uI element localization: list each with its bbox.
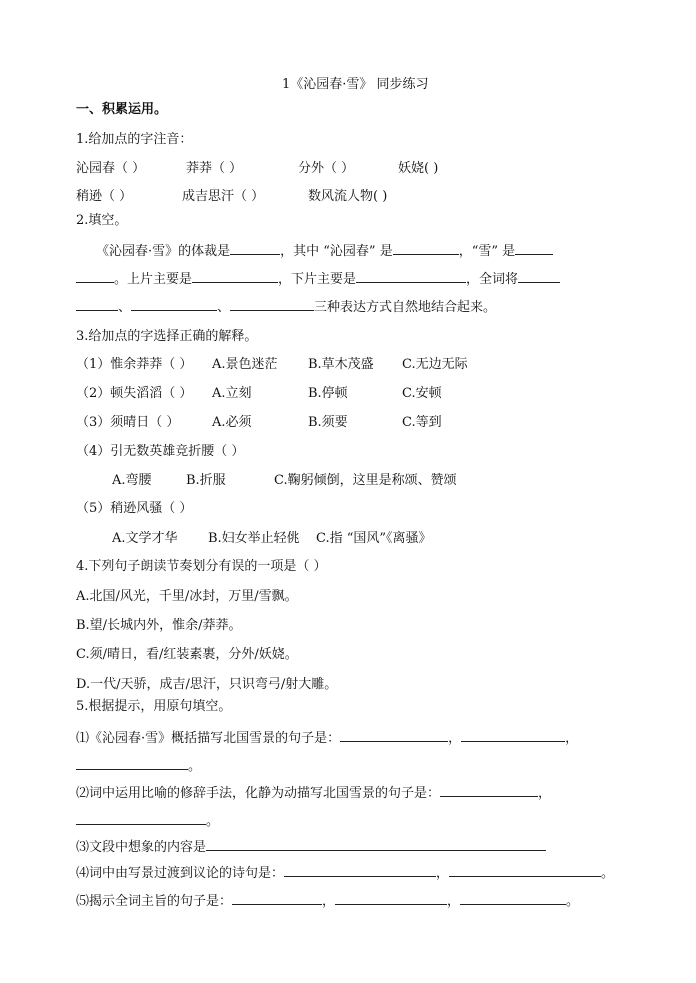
answer-blank[interactable] bbox=[461, 727, 565, 742]
q2-text: ，“雪” 是 bbox=[458, 244, 516, 259]
q5-continuation bbox=[76, 810, 219, 831]
q4-option: C.须/晴日，看/红装素裹，分外/妖娆。 bbox=[76, 647, 298, 662]
section-heading: 一、积累运用。 bbox=[76, 102, 168, 117]
answer-blank[interactable] bbox=[460, 890, 566, 905]
answer-blank[interactable] bbox=[230, 296, 314, 311]
q3-question: （1）惟余莽莽（ ） bbox=[76, 357, 193, 372]
q2-text: 。上片主要是 bbox=[114, 272, 193, 287]
option-a: A.立刻 bbox=[212, 386, 252, 401]
q5-text: ⑴《沁园春·雪》概括描写北国雪景的句子是： bbox=[76, 731, 341, 746]
option-c: C.等到 bbox=[402, 415, 442, 430]
option-a: A.必须 bbox=[212, 415, 252, 430]
q5-continuation bbox=[76, 755, 201, 776]
answer-blank[interactable] bbox=[206, 836, 546, 851]
q3-item bbox=[76, 356, 468, 374]
q5-prompt: 5.根据提示，用原句填空。 bbox=[76, 699, 232, 714]
q5-text: ⑷词中由写景过渡到议论的诗句是： bbox=[76, 866, 285, 881]
option-c: C.指 “国风”《离骚》 bbox=[316, 531, 432, 546]
q4-option: D.一代/天骄，成吉/思汗，只识弯弓/射大雕。 bbox=[76, 677, 338, 692]
q5-text: ⑶文段中想象的内容是 bbox=[76, 840, 207, 855]
answer-blank[interactable] bbox=[440, 782, 538, 797]
q5-period: 。 bbox=[188, 759, 202, 774]
option-b: B.妇女举止轻佻 bbox=[208, 531, 300, 546]
q5-sentence bbox=[76, 862, 614, 883]
q5-comma: ， bbox=[436, 866, 450, 881]
q4-prompt: 4.下列句子朗读节奏划分有误的一项是（ ） bbox=[76, 559, 327, 574]
q5-period: 。 bbox=[601, 866, 615, 881]
q1-item: 成吉思汗（ ） bbox=[182, 189, 265, 204]
answer-blank[interactable] bbox=[449, 862, 601, 877]
answer-blank[interactable] bbox=[76, 268, 114, 283]
q4-option: A.北国/风光，千里/冰封，万里/雪飘。 bbox=[76, 589, 298, 604]
q3-item bbox=[76, 385, 442, 403]
q1-row1 bbox=[76, 160, 438, 178]
q1-prompt: 1.给加点的字注音： bbox=[76, 132, 193, 147]
answer-blank[interactable] bbox=[518, 268, 560, 283]
answer-blank[interactable] bbox=[76, 810, 206, 825]
q5-sentence bbox=[76, 782, 551, 803]
q3-prompt: 3.给加点的字选择正确的解释。 bbox=[76, 329, 258, 344]
option-b: B.停顿 bbox=[308, 386, 348, 401]
q1-item: 莽莽（ ） bbox=[186, 161, 243, 176]
q1-item: 稍逊（ ） bbox=[76, 189, 133, 204]
q2-text: ，其中 “沁园春” 是 bbox=[280, 244, 393, 259]
q5-comma: ， bbox=[565, 731, 579, 746]
q5-period: 。 bbox=[206, 814, 220, 829]
q1-item: 妖娆( ) bbox=[398, 161, 439, 176]
q5-sentence bbox=[76, 890, 579, 911]
option-c: C.无边无际 bbox=[402, 357, 468, 372]
answer-blank[interactable] bbox=[356, 268, 466, 283]
q3-options bbox=[112, 472, 457, 490]
q1-item: 分外（ ） bbox=[298, 161, 355, 176]
page-title: 1《沁园春·雪》 同步练习 bbox=[282, 77, 429, 92]
option-b: B.草木茂盛 bbox=[308, 357, 374, 372]
option-a: A.弯腰 bbox=[112, 473, 152, 488]
q2-text: 三种表达方式自然地结合起来。 bbox=[314, 300, 497, 315]
q2-line2 bbox=[76, 268, 560, 289]
q3-question: （5）稍逊风骚（ ） bbox=[76, 501, 193, 516]
option-c: C.鞠躬倾倒，这里是称颂、赞颂 bbox=[274, 473, 457, 488]
option-b: B.须要 bbox=[308, 415, 348, 430]
q2-text: 、 bbox=[217, 300, 231, 315]
q2-text: 、 bbox=[118, 300, 132, 315]
answer-blank[interactable] bbox=[393, 240, 459, 255]
q1-item: 沁园春（ ） bbox=[76, 161, 146, 176]
q5-comma: ， bbox=[538, 786, 552, 801]
q3-options bbox=[112, 530, 432, 548]
answer-blank[interactable] bbox=[284, 862, 436, 877]
q2-text: ，下片主要是 bbox=[278, 272, 357, 287]
q2-line1 bbox=[96, 240, 553, 261]
q3-question: （2）顿失滔滔（ ） bbox=[76, 386, 193, 401]
q5-text: ⑵词中运用比喻的修辞手法，化静为动描写北国雪景的句子是： bbox=[76, 786, 441, 801]
q5-comma: ， bbox=[447, 894, 461, 909]
answer-blank[interactable] bbox=[340, 727, 448, 742]
q3-item bbox=[76, 414, 442, 432]
q2-prompt: 2.填空。 bbox=[76, 213, 128, 228]
q3-question: （3）须晴日（ ） bbox=[76, 415, 180, 430]
answer-blank[interactable] bbox=[230, 240, 280, 255]
option-a: A.景色迷茫 bbox=[212, 357, 278, 372]
q1-item: 数风流人物( ) bbox=[308, 189, 388, 204]
q5-period: 。 bbox=[566, 894, 580, 909]
q3-question: （4）引无数英雄竞折腰（ ） bbox=[76, 444, 245, 459]
answer-blank[interactable] bbox=[131, 296, 217, 311]
answer-blank[interactable] bbox=[335, 890, 447, 905]
option-c: C.安顿 bbox=[402, 386, 442, 401]
answer-blank[interactable] bbox=[232, 890, 322, 905]
answer-blank[interactable] bbox=[76, 755, 188, 770]
q5-sentence bbox=[76, 727, 578, 748]
option-a: A.文学才华 bbox=[112, 531, 178, 546]
q1-row2 bbox=[76, 188, 387, 206]
q4-option: B.望/长城内外，惟余/莽莽。 bbox=[76, 618, 242, 633]
q5-text: ⑸揭示全词主旨的句子是： bbox=[76, 894, 233, 909]
answer-blank[interactable] bbox=[192, 268, 278, 283]
q5-comma: ， bbox=[448, 731, 462, 746]
answer-blank[interactable] bbox=[76, 296, 118, 311]
q2-text: ，全词将 bbox=[466, 272, 519, 287]
q5-sentence bbox=[76, 836, 546, 857]
q2-line3 bbox=[76, 296, 496, 317]
q2-text: 《沁园春·雪》的体裁是 bbox=[96, 244, 231, 259]
q5-comma: ， bbox=[322, 894, 336, 909]
answer-blank[interactable] bbox=[515, 240, 553, 255]
option-b: B.折服 bbox=[186, 473, 226, 488]
